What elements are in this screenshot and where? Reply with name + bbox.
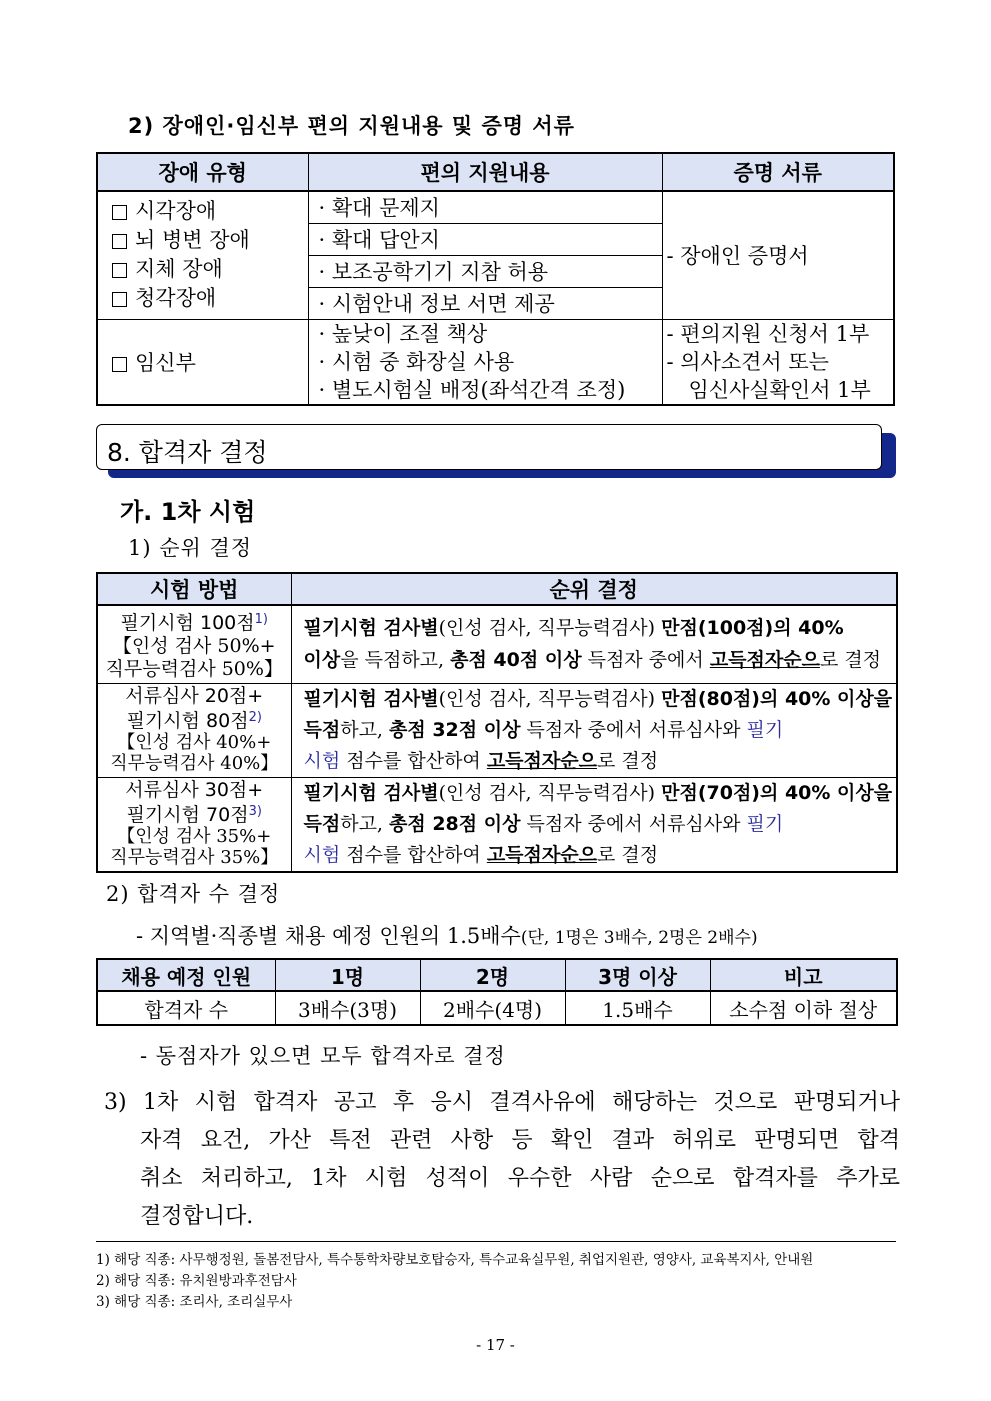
pregnant-documents: - 편의지원 신청서 1부 - 의사소견서 또는 임신사실확인서 1부 [662, 319, 894, 405]
cell-2: 2배수(4명) [420, 991, 565, 1025]
ranking-rule-3: 필기시험 검사별(인성 검사, 직무능력검사) 만점(70점)의 40% 이상을 득점하고, 총점 28점 이상 득점자 중에서 서류심사와 필기 시험 점수를 합산하여 고득점자순으로 결정 [291, 777, 897, 872]
pregnant-supports: · 높낮이 조절 책상 · 시험 중 화장실 사용 · 별도시험실 배정(좌석간격 조정) [308, 319, 662, 405]
checkbox-icon [112, 205, 127, 220]
header-documents: 증명 서류 [662, 153, 894, 191]
header-support: 편의 지원내용 [308, 153, 662, 191]
header-exam-method: 시험 방법 [97, 573, 291, 605]
convenience-table [96, 152, 895, 406]
subsection-title: 가. 1차 시험 [120, 498, 256, 526]
pregnant-type-cell: 임신부 [97, 319, 308, 405]
tie-rule: - 동점자가 있으면 모두 합격자로 결정 [140, 1044, 506, 1068]
header-planned: 채용 예정 인원 [97, 959, 275, 991]
disability-document: - 장애인 증명서 [662, 191, 894, 319]
count-title: 2) 합격자 수 결정 [106, 882, 281, 906]
row-label: 합격자 수 [97, 991, 275, 1025]
disability-type-item: 뇌 병변 장애 [112, 226, 308, 255]
method-cell-3: 서류심사 30점+ 필기시험 70점$^{3)}$ 【인성 검사 35%+ 직무능력검사 35%】 [97, 777, 291, 872]
header-1: 1명 [275, 959, 420, 991]
section-heading-box [96, 424, 882, 470]
footnote-divider [96, 1241, 896, 1242]
disability-type-item: 청각장애 [112, 284, 308, 313]
footnote-2: 2) 해당 직종: 유치원방과후전담사 [96, 1273, 297, 1289]
support-item: · 확대 문제지 [308, 191, 662, 223]
support-item: · 시험안내 정보 서면 제공 [308, 287, 662, 319]
disability-type-item: 시각장애 [112, 197, 308, 226]
checkbox-icon [112, 357, 127, 372]
count-description: - 지역별·직종별 채용 예정 인원의 1.5배수(단, 1명은 3배수, 2명은 2배수) [136, 924, 758, 948]
pass-count-table [96, 958, 898, 1026]
ranking-rule-1: 필기시험 검사별(인성 검사, 직무능력검사) 만점(100점)의 40% 이상을 득점하고, 총점 40점 이상 득점자 중에서 고득점자순으로 결정 [291, 605, 897, 683]
header-2: 2명 [420, 959, 565, 991]
checkbox-icon [112, 292, 127, 307]
paragraph-3: 3) 1차 시험 합격자 공고 후 응시 결격사유에 해당하는 것으로 판명되거나 자격 요건, 가산 특전 관련 사항 등 확인 결과 허위로 판명되면 합격 취소 처리하고, 1차 시험 성적이 우수한 사람 순으로 합격자를 추가로 결정합니다. [104, 1090, 900, 1229]
page-number: - 17 - [476, 1336, 515, 1354]
footnote-3: 3) 해당 직종: 조리사, 조리실무사 [96, 1294, 293, 1310]
method-cell-2: 서류심사 20점+ 필기시험 80점$^{2)}$ 【인성 검사 40%+ 직무능력검사 40%】 [97, 683, 291, 777]
header-note: 비고 [710, 959, 897, 991]
footnote-1: 1) 해당 직종: 사무행정원, 돌봄전담사, 특수통학차량보호탑승자, 특수교육실무원, 취업지원관, 영양사, 교육복지사, 안내원 [96, 1252, 814, 1268]
disability-type-item: 지체 장애 [112, 255, 308, 284]
method-cell-1: 필기시험 100점$^{1)}$ 【인성 검사 50%+ 직무능력검사 50%】 [97, 605, 291, 683]
cell-3plus: 1.5배수 [565, 991, 710, 1025]
checkbox-icon [112, 263, 127, 278]
checkbox-icon [112, 234, 127, 249]
header-ranking: 순위 결정 [291, 573, 897, 605]
ranking-table [96, 572, 898, 873]
section-title-8: 8. 합격자 결정 [107, 438, 268, 467]
cell-note: 소수점 이하 절상 [710, 991, 897, 1025]
ranking-rule-2: 필기시험 검사별(인성 검사, 직무능력검사) 만점(80점)의 40% 이상을 득점하고, 총점 32점 이상 득점자 중에서 서류심사와 필기 시험 점수를 합산하여 고득점자순으로 결정 [291, 683, 897, 777]
footnotes [96, 1250, 813, 1313]
support-item: · 확대 답안지 [308, 223, 662, 255]
support-item: · 보조공학기기 지참 허용 [308, 255, 662, 287]
header-disability-type: 장애 유형 [97, 153, 308, 191]
header-3plus: 3명 이상 [565, 959, 710, 991]
cell-1: 3배수(3명) [275, 991, 420, 1025]
section-title-convenience: 2) 장애인·임신부 편의 지원내용 및 증명 서류 [128, 114, 575, 138]
rank-title: 1) 순위 결정 [128, 536, 253, 560]
disability-types-cell [97, 191, 308, 319]
